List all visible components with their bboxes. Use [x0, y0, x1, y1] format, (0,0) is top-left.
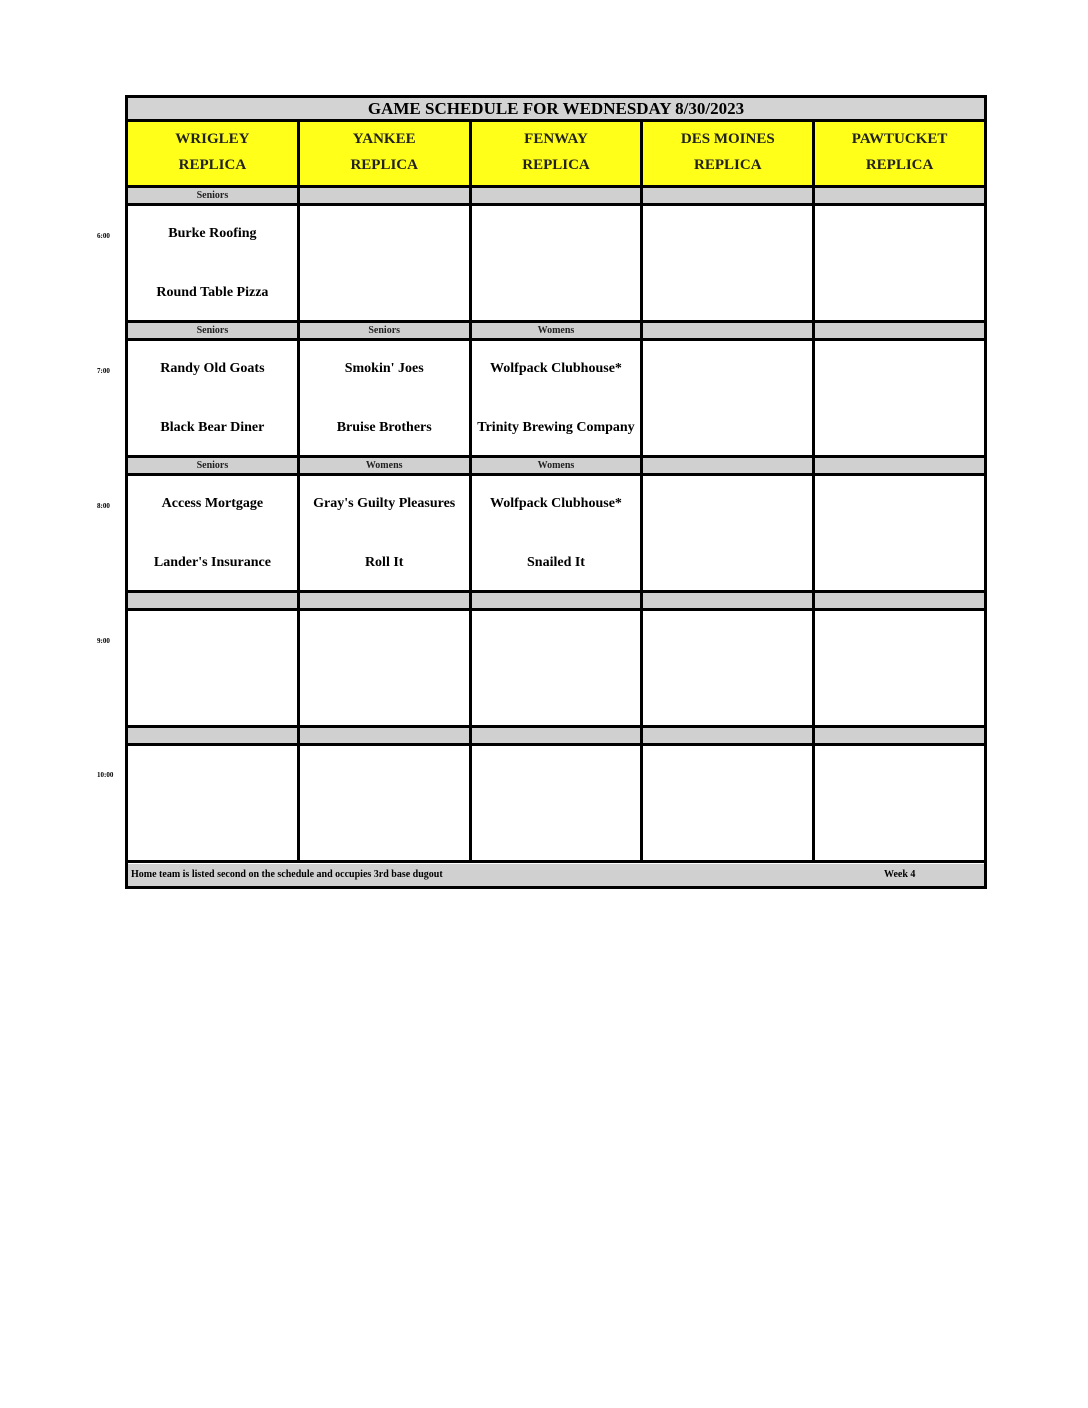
- division-label: [300, 188, 472, 203]
- game-cell: [300, 206, 472, 320]
- time-label-7: 7:00: [97, 367, 110, 375]
- game-row-6: [128, 206, 984, 323]
- home-team: Trinity Brewing Company: [477, 420, 635, 435]
- game-cell: [128, 611, 300, 725]
- division-label: [643, 323, 815, 338]
- game-cell: [815, 611, 984, 725]
- game-cell: [472, 611, 644, 725]
- game-cell: [472, 476, 644, 590]
- division-label: [815, 728, 984, 743]
- game-row-10: [128, 746, 984, 863]
- field-type: REPLICA: [694, 157, 762, 173]
- field-name: PAWTUCKET: [851, 131, 948, 147]
- division-label: [128, 593, 300, 608]
- division-label: Seniors: [128, 188, 300, 203]
- division-row-6: [128, 188, 984, 206]
- division-label: Womens: [300, 458, 472, 473]
- division-label: [815, 458, 984, 473]
- away-team: Access Mortgage: [161, 496, 264, 511]
- division-label: [643, 728, 815, 743]
- division-label: [643, 593, 815, 608]
- away-team: Gray's Guilty Pleasures: [313, 496, 456, 511]
- game-cell: [128, 476, 300, 590]
- field-header-pawtucket: [815, 122, 984, 185]
- field-name: WRIGLEY: [175, 131, 250, 147]
- home-team: Round Table Pizza: [156, 285, 269, 300]
- time-label-6: 6:00: [97, 232, 110, 240]
- division-label: [815, 593, 984, 608]
- field-name: DES MOINES: [680, 131, 775, 147]
- away-team: Wolfpack Clubhouse*: [490, 361, 622, 376]
- game-cell: [128, 341, 300, 455]
- division-label: Womens: [472, 458, 644, 473]
- field-type: REPLICA: [178, 157, 247, 173]
- schedule-title: GAME SCHEDULE FOR WEDNESDAY 8/30/2023: [128, 98, 984, 122]
- game-cell: [815, 341, 984, 455]
- home-team: Bruise Brothers: [336, 420, 432, 435]
- time-label-9: 9:00: [97, 637, 110, 645]
- week-label: Week 4: [884, 869, 916, 880]
- game-cell: [643, 746, 815, 860]
- home-team: Roll It: [364, 555, 404, 570]
- game-cell: [300, 341, 472, 455]
- game-cell: [300, 611, 472, 725]
- game-cell: [472, 746, 644, 860]
- field-name: FENWAY: [524, 131, 588, 147]
- game-cell: [128, 206, 300, 320]
- division-label: [300, 593, 472, 608]
- division-label: [815, 188, 984, 203]
- field-header-yankee: [300, 122, 472, 185]
- division-label: [472, 728, 644, 743]
- game-cell: [472, 206, 644, 320]
- field-type: REPLICA: [350, 157, 418, 173]
- division-label: [643, 188, 815, 203]
- division-label: [128, 728, 300, 743]
- game-cell: [815, 206, 984, 320]
- game-cell: [643, 476, 815, 590]
- division-label: [472, 593, 644, 608]
- game-cell: [643, 611, 815, 725]
- division-row-10: [128, 728, 984, 746]
- division-label: Seniors: [300, 323, 472, 338]
- away-team: Randy Old Goats: [160, 361, 265, 376]
- schedule-table: [125, 95, 987, 889]
- footer-note: Home team is listed second on the schedule and occupies 3rd base dugout: [131, 869, 443, 880]
- game-row-8: [128, 476, 984, 593]
- game-row-7: [128, 341, 984, 458]
- game-cell: [300, 746, 472, 860]
- game-cell: [643, 341, 815, 455]
- home-team: Lander's Insurance: [153, 555, 271, 570]
- footer-bar: [128, 864, 984, 886]
- field-name: YANKEE: [352, 131, 416, 147]
- game-cell: [128, 746, 300, 860]
- game-cell: [300, 476, 472, 590]
- home-team: Black Bear Diner: [160, 420, 265, 435]
- game-cell: [472, 341, 644, 455]
- home-team: Snailed It: [527, 555, 585, 570]
- division-label: Seniors: [128, 323, 300, 338]
- division-row-7: [128, 323, 984, 341]
- division-label: Womens: [472, 323, 644, 338]
- field-header-row: [128, 122, 984, 188]
- field-header-des-moines: [643, 122, 815, 185]
- game-cell: [815, 746, 984, 860]
- away-team: Burke Roofing: [168, 226, 257, 241]
- division-label: [472, 188, 644, 203]
- away-team: Smokin' Joes: [344, 361, 424, 376]
- time-label-8: 8:00: [97, 502, 110, 510]
- field-type: REPLICA: [522, 157, 590, 173]
- division-row-8: [128, 458, 984, 476]
- time-label-10: 10:00: [97, 771, 114, 779]
- game-cell: [815, 476, 984, 590]
- game-row-9: [128, 611, 984, 728]
- field-header-wrigley: [128, 122, 300, 185]
- field-type: REPLICA: [865, 157, 934, 173]
- division-row-9: [128, 593, 984, 611]
- division-label: [300, 728, 472, 743]
- division-label: [815, 323, 984, 338]
- away-team: Wolfpack Clubhouse*: [490, 496, 622, 511]
- game-cell: [643, 206, 815, 320]
- division-label: Seniors: [128, 458, 300, 473]
- field-header-fenway: [472, 122, 644, 185]
- division-label: [643, 458, 815, 473]
